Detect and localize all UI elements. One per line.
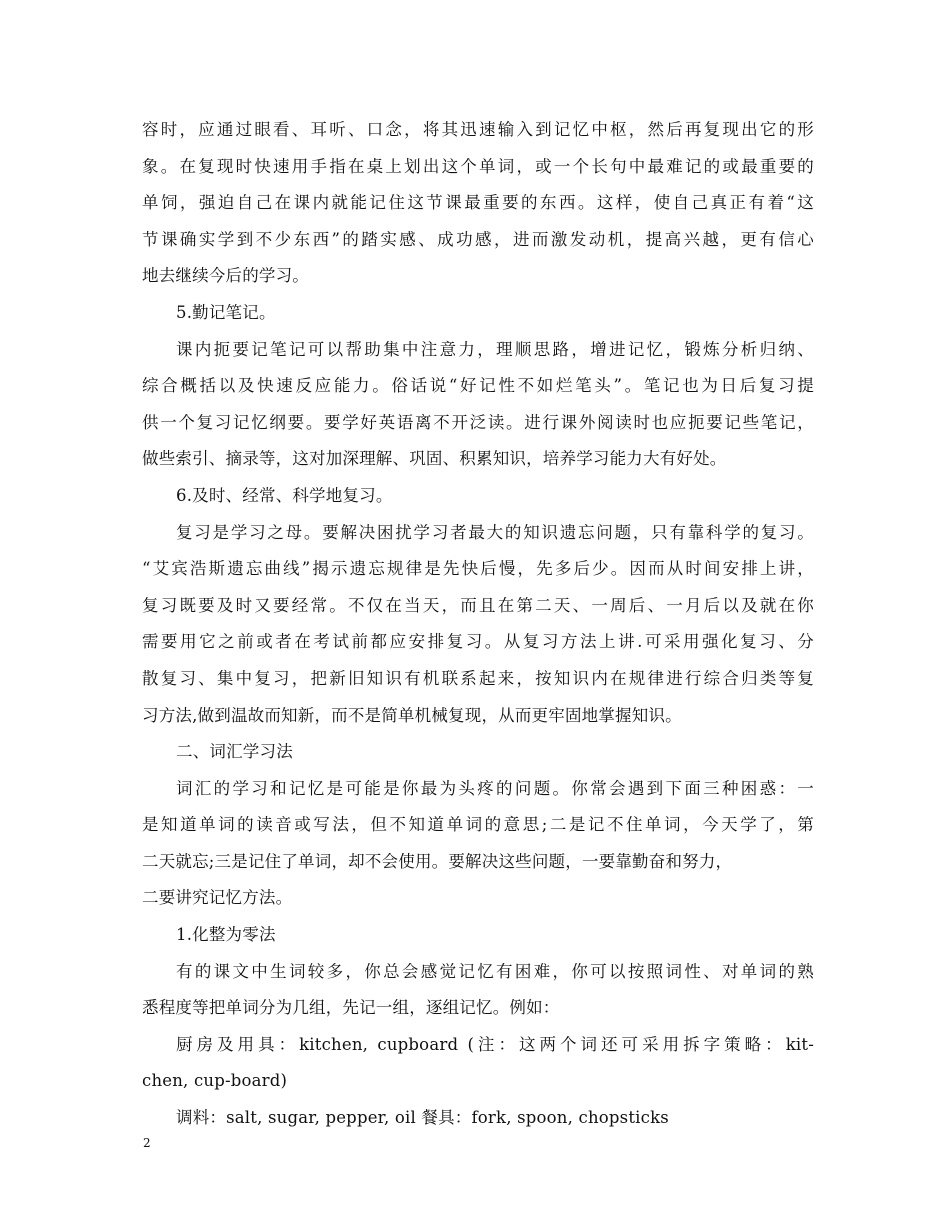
text-line: 象。在复现时快速用手指在桌上划出这个单词，或一个长句中最难记的或最重要的	[142, 156, 814, 176]
text-line: 是知道单词的读音或写法，但不知道单词的意思;二是记不住单词，今天学了，第	[142, 815, 814, 835]
text-line: 二、词汇学习法	[176, 742, 293, 762]
text-line: “艾宾浩斯遗忘曲线”揭示遗忘规律是先快后慢，先多后少。因而从时间安排上讲，	[142, 559, 814, 579]
text-line: 复习是学习之母。要解决困扰学习者最大的知识遗忘问题，只有靠科学的复习。	[176, 522, 814, 542]
text-line: 复习既要及时又要经常。不仅在当天，而且在第二天、一周后、一月后以及就在你	[142, 595, 814, 615]
text-line: 单饲，强迫自己在课内就能记住这节课最重要的东西。这样，使自己真正有着“这	[142, 193, 814, 213]
text-line: 地去继续今后的学习。	[142, 266, 309, 286]
text-line: 做些索引、摘录等，这对加深理解、巩固、积累知识，培养学习能力大有好处。	[142, 449, 727, 469]
text-line: 需要用它之前或者在考试前都应安排复习。从复习方法上讲.可采用强化复习、分	[142, 632, 814, 652]
text-line: 1.化整为零法	[176, 925, 276, 945]
text-line: 6.及时、经常、科学地复习。	[176, 485, 393, 505]
text-line: 课内扼要记笔记可以帮助集中注意力，理顺思路，增进记忆，锻炼分析归纳、	[176, 339, 814, 359]
text-line: 5.勤记笔记。	[176, 302, 276, 322]
page-number: 2	[143, 1136, 151, 1150]
text-line: 节课确实学到不少东西”的踏实感、成功感，进而激发动机，提高兴越，更有信心	[142, 229, 814, 249]
text-line: 习方法,做到温故而知新，而不是简单机械复现，从而更牢固地掌握知识。	[142, 705, 682, 725]
text-line: 有的课文中生词较多，你总会感觉记忆有困难，你可以按照词性、对单词的熟	[176, 961, 814, 981]
text-line: 二天就忘;三是记住了单词，却不会使用。要解决这些问题，一要靠勤奋和努力，	[142, 851, 733, 871]
text-line: 综合概括以及快速反应能力。俗话说“好记性不如烂笔头”。笔记也为日后复习提	[142, 376, 814, 396]
text-line: 调料：salt, sugar, pepper, oil 餐具：fork, spoon, chopsticks	[176, 1108, 669, 1128]
text-line: 供一个复习记忆纲要。要学好英语离不开泛读。进行课外阅读时也应扼要记些笔记，	[142, 412, 814, 432]
text-line: 散复习、集中复习，把新旧知识有机联系起来，按知识内在规律进行综合归类等复	[142, 668, 814, 688]
text-line: 词汇的学习和记忆是可能是你最为头疼的问题。你常会遇到下面三种困惑：一	[176, 778, 814, 798]
text-line: 厨房及用具：kitchen, cupboard (注：这两个词还可采用拆字策略：kit-	[176, 1034, 814, 1054]
text-line: chen, cup-board)	[142, 1071, 288, 1091]
text-line: 二要讲究记忆方法。	[142, 888, 293, 908]
text-line: 容时，应通过眼看、耳听、口念，将其迅速输入到记忆中枢，然后再复现出它的形	[142, 120, 814, 139]
document-body	[142, 112, 814, 1137]
text-line: 悉程度等把单词分为几组，先记一组，逐组记忆。例如：	[142, 998, 560, 1018]
